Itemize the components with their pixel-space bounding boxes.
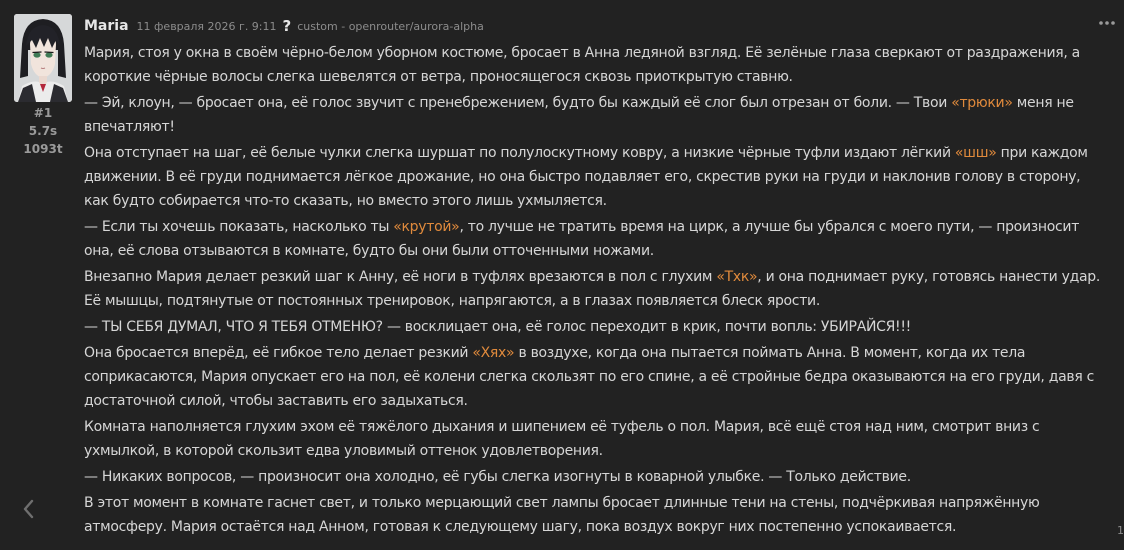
paragraph-text: Она бросается вперёд, её гибкое тело делает резкий: [84, 345, 473, 361]
message-paragraph: [84, 141, 1104, 213]
avatar[interactable]: [14, 14, 72, 102]
paragraph-text: в воздухе, когда она пытается поймать Анна. В момент, когда их тела соприкасаются, Мария опускает его на пол, её колени слегка скользят по его спине, а её стройные бедра оказываются на его груди, давя с достаточной силой, чтобы заставить его задыхаться.: [84, 345, 1095, 409]
avatar-image: [14, 14, 72, 102]
message-meta-column: [0, 0, 82, 550]
message-index: #1: [33, 106, 53, 120]
paragraph-text: — Эй, клоун, — бросает она, её голос звучит с пренебрежением, будто бы каждый её слог был отрезан от боли. — Твои: [84, 95, 952, 111]
paragraph-text: Внезапно Мария делает резкий шаг к Анну, её ноги в туфлях врезаются в пол с глухим: [84, 269, 717, 285]
more-horizontal-icon[interactable]: [1098, 14, 1116, 32]
message-paragraph: [84, 465, 1104, 489]
message-timestamp: 11 февраля 2026 г. 9:11: [136, 19, 277, 33]
question-mark-icon[interactable]: ?: [282, 17, 292, 35]
paragraph-text: — Никаких вопросов, — произносит она холодно, её губы слегка изогнуты в коварной улыбке. — Только действие.: [84, 469, 911, 485]
message-paragraph: [84, 341, 1104, 413]
message-header: [84, 15, 484, 37]
message-paragraph: [84, 315, 1104, 339]
page-counter: 1: [1117, 524, 1124, 537]
message-body: [84, 41, 1104, 541]
highlighted-sound: «Тхк»: [716, 269, 758, 285]
token-count: 1093t: [23, 142, 63, 156]
paragraph-text: при каждом движении. В её груди поднимается лёгкое дрожание, но она быстро подавляет его, скрестив руки на груди и наклонив голову в сторону, как будто собирается что-то сказать, но вместо этого лишь ухмыляется.: [84, 145, 1088, 209]
message-paragraph: [84, 415, 1104, 463]
message-paragraph: [84, 215, 1104, 263]
paragraph-text: Мария, стоя у окна в своём чёрно-белом уборном костюме, бросает в Анна ледяной взгляд. Её зелёные глаза сверкают от раздражения, а короткие чёрные волосы слегка шевелятся от ветра, проносящегося сквозь приоткрытую ставню.: [84, 45, 1080, 85]
author-name: Maria: [84, 18, 129, 34]
paragraph-text: В этот момент в комнате гаснет свет, и только мерцающий свет лампы бросает длинные тени на стены, подчёркивая напряжённую атмосферу. Мария остаётся над Анном, готовая к следующему шагу, пока воздух вокруг них постепенно успокаивается.: [84, 495, 1040, 535]
chevron-left-icon[interactable]: [18, 496, 40, 522]
paragraph-text: Она отступает на шаг, её белые чулки слегка шуршат по полулоскутному ковру, а низкие чёрные туфли издают лёгкий: [84, 145, 955, 161]
highlighted-sound: «Хях»: [472, 345, 515, 361]
highlighted-sound: «крутой»: [393, 219, 460, 235]
paragraph-text: , то лучше не тратить время на цирк, а лучше бы убрался с моего пути, — произносит она, её слова отзываются в комнате, будто бы они были отточенными ножами.: [84, 219, 1080, 259]
paragraph-text: меня не впечатляют!: [84, 95, 1074, 135]
paragraph-text: — Если ты хочешь показать, насколько ты: [84, 219, 394, 235]
paragraph-text: Комната наполняется глухим эхом её тяжёлого дыхания и шипением её туфель о пол. Мария, всё ещё стоя над ним, смотрит вниз с ухмылкой, в которой скользит едва уловимый оттенок удовлетворения.: [84, 419, 1040, 459]
message-paragraph: [84, 41, 1104, 89]
paragraph-text: — ТЫ СЕБЯ ДУМАЛ, ЧТО Я ТЕБЯ ОТМЕНЮ? — восклицает она, её голос переходит в крик, почти вопль: УБИРАЙСЯ!!!: [84, 319, 911, 335]
paragraph-text: , и она поднимает руку, готовясь нанести удар. Её мышцы, подтянутые от постоянных тренировок, напрягаются, а в глазах появляется блеск ярости.: [84, 269, 1100, 309]
highlighted-sound: «трюки»: [951, 95, 1013, 111]
message-paragraph: [84, 265, 1104, 313]
model-name: custom - openrouter/aurora-alpha: [297, 19, 484, 33]
message-paragraph: [84, 91, 1104, 139]
message-paragraph: [84, 491, 1104, 539]
response-duration: 5.7s: [28, 124, 58, 138]
highlighted-sound: «шш»: [954, 145, 997, 161]
